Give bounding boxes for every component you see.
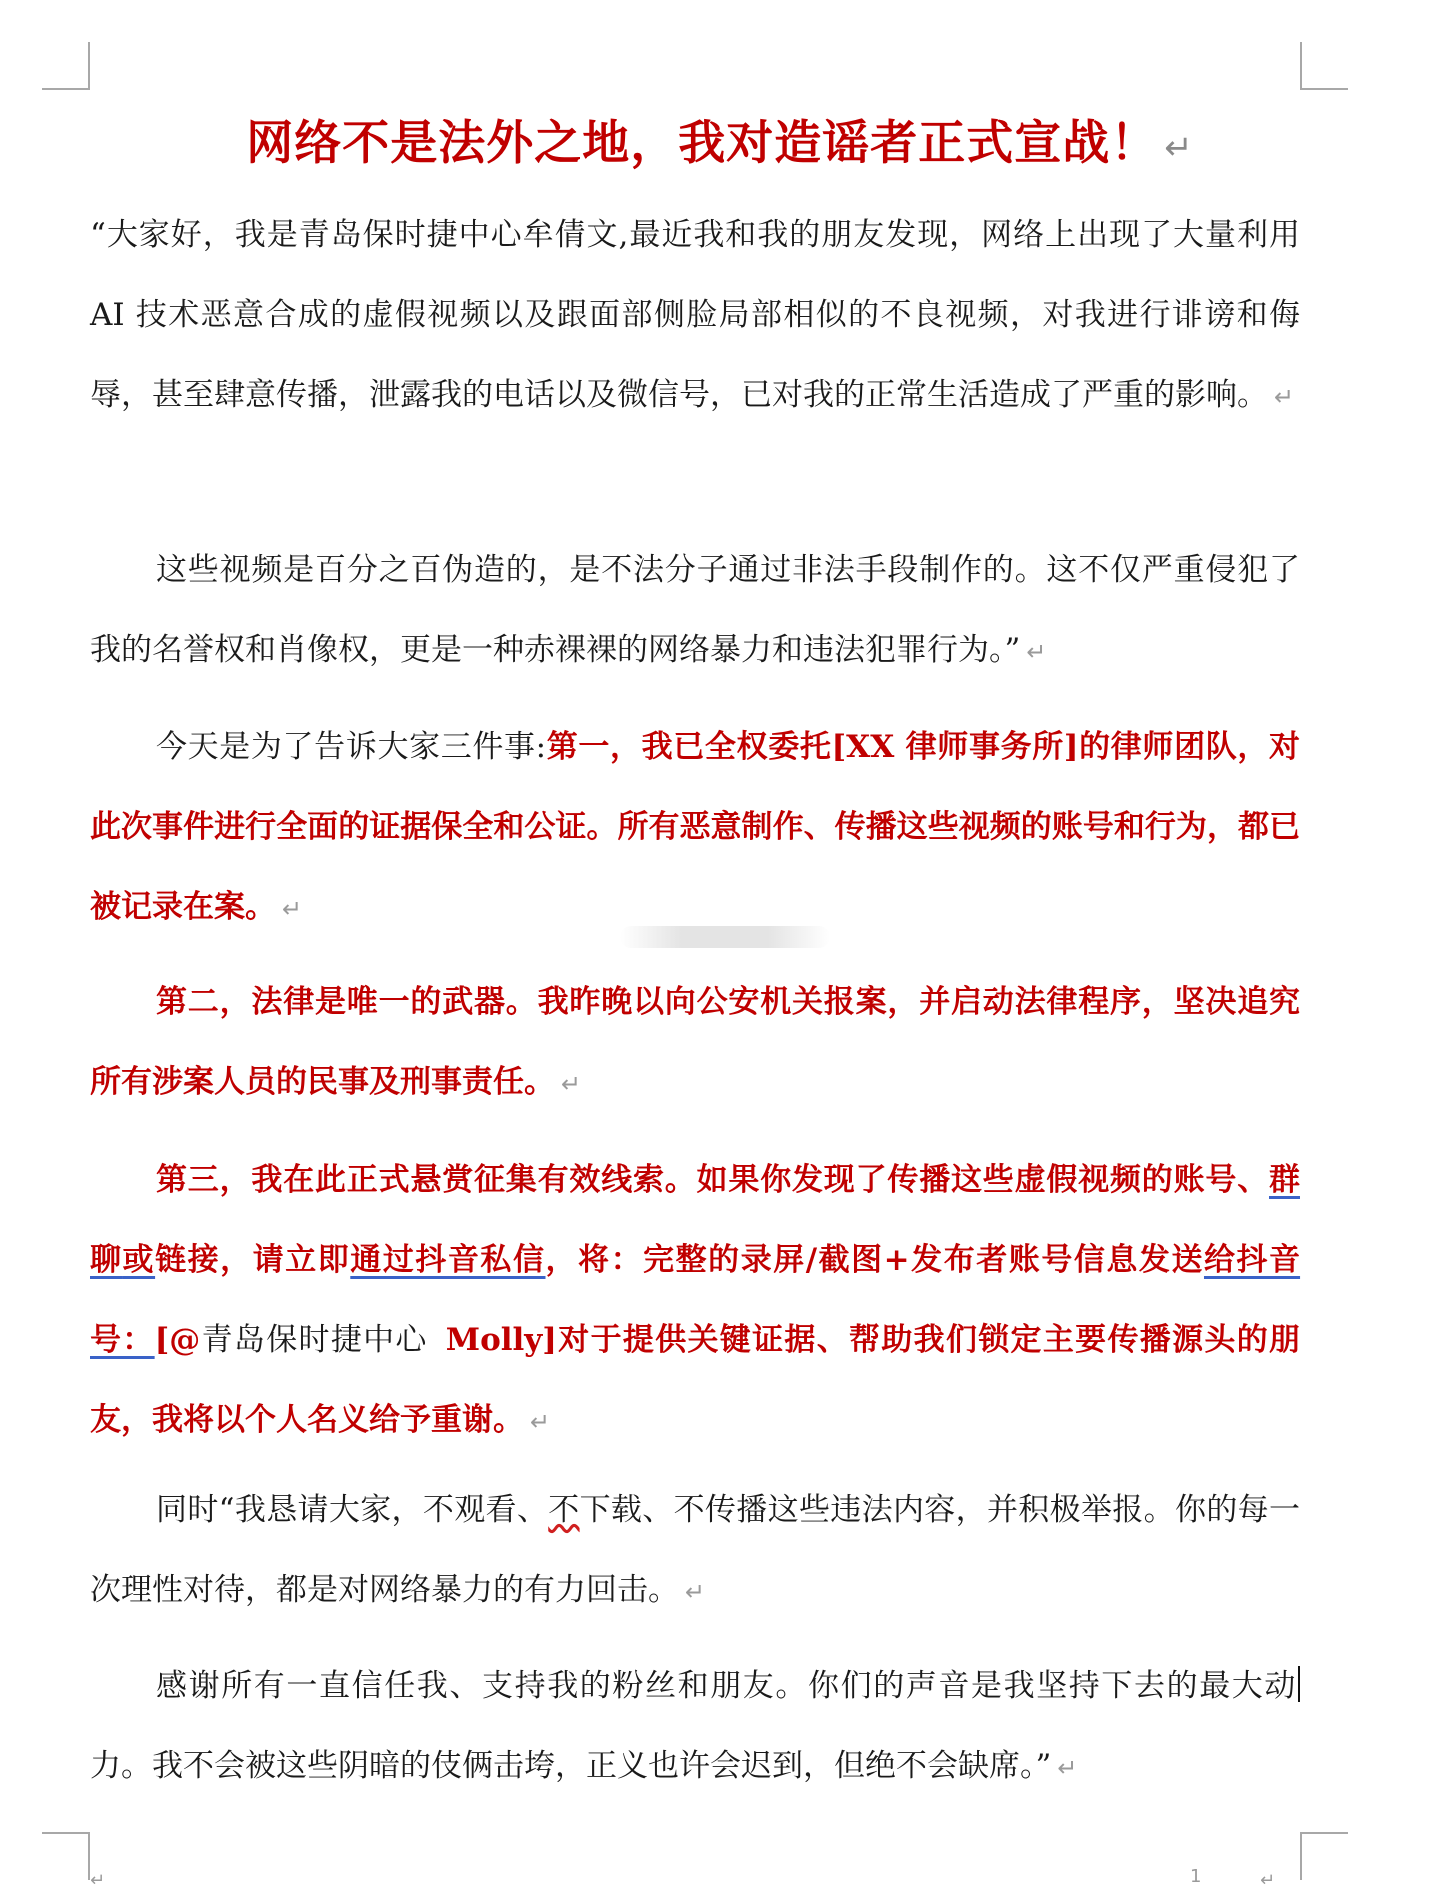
paragraph-mark-icon: ↵ [685, 1578, 706, 1606]
paragraph-7[interactable] [90, 1646, 1300, 1808]
paragraph-4-text: 第二，法律是唯一的武器。我昨晚以向公安机关报案，并启动法律程序，坚决追究所有涉案人员的民事及刑事责任。 [90, 984, 1300, 1100]
paragraph-6-text-c: 下载、不传播这些违法内容，并积极举报。你的每一次理性对待，都是对网络暴力的有力回击。 [90, 1492, 1300, 1608]
paragraph-mark-icon: ↵ [1057, 1754, 1078, 1782]
paragraph-6-text-a: 同时“我恳请大家，不观看、 [156, 1492, 549, 1528]
margin-corner-top-left [42, 42, 90, 90]
underlined-or: 或 [122, 1242, 156, 1278]
paragraph-mark-icon: ↵ [1274, 383, 1295, 411]
paragraph-5-text-d: 链接，请立即 [155, 1242, 351, 1278]
text-cursor [1298, 1666, 1300, 1702]
paragraph-6[interactable] [90, 1470, 1300, 1632]
title-text: 网络不是法外之地，我对造谣者正式宣战！ [246, 116, 1159, 171]
paragraph-mark-icon: ↵ [530, 1408, 551, 1436]
paragraph-mark-icon: ↵ [282, 895, 303, 923]
paragraph-mark-icon: ↵ [1026, 638, 1047, 666]
paragraph-2-text: 这些视频是百分之百伪造的，是不法分子通过非法手段制作的。这不仅严重侵犯了我的名誉权和肖像权，更是一种赤裸裸的网络暴力和违法犯罪行为。” [90, 552, 1300, 668]
margin-corner-bottom-right [1300, 1832, 1348, 1880]
paragraph-7-text-a: 感谢所有一直信任我、支持我的粉丝和朋友。你们的声音是我坚持下去的最大动 [156, 1668, 1297, 1704]
margin-corner-top-right [1300, 42, 1348, 90]
paragraph-5-text-j: Molly]对于提供关键证据、帮助我们锁定主要传播源头的朋友，我将以个人名义给予重谢。 [90, 1322, 1301, 1438]
handle-center-name: 青岛保时捷中心 [200, 1322, 428, 1358]
paragraph-4[interactable] [90, 962, 1300, 1124]
paragraph-mark-icon: ↵ [1164, 128, 1194, 168]
paragraph-3-intro: 今天是为了告诉大家三件事: [156, 729, 547, 765]
document-title[interactable] [0, 112, 1440, 180]
paragraph-2[interactable] [90, 530, 1300, 692]
paragraph-mark-icon: ↵ [561, 1070, 582, 1098]
paragraph-5-text-a: 第三，我在此正式悬赏征集有效线索。如果你发现了传播这些虚假视频的账号、 [156, 1162, 1269, 1198]
footer-paragraph-mark-icon: ↵ [90, 1870, 106, 1891]
handle-bracket: [@ [154, 1322, 201, 1358]
margin-corner-bottom-left [42, 1832, 90, 1880]
underlined-douyin-id: 给抖音号： [90, 1242, 1301, 1358]
page-number: 1 [1190, 1866, 1202, 1887]
paragraph-1-text: “大家好，我是青岛保时捷中心牟倩文,最近我和我的朋友发现，网络上出现了大量利用 AI 技术恶意合成的虚假视频以及跟面部侧脸局部相似的不良视频，对我进行诽谤和侮辱，甚至肆意传播，泄露我的电话以及微信号，已对我的正常生活造成了严重的影响。 [90, 217, 1300, 413]
paragraph-5-text-f: ，将：完整的录屏/截图+发布者账号信息发送 [545, 1242, 1204, 1278]
paragraph-3[interactable] [90, 707, 1300, 949]
paragraph-7-text-b: 力。我不会被这些阴暗的伎俩击垮，正义也许会迟到，但绝不会缺席。” [90, 1748, 1052, 1784]
paragraph-3-first-point: 第一，我已全权委托[XX 律师事务所]的律师团队，对此次事件进行全面的证据保全和公证。所有恶意制作、传播这些视频的账号和行为，都已被记录在案。 [90, 729, 1300, 925]
paragraph-1[interactable] [90, 195, 1300, 437]
spellcheck-flagged-word: 不 [548, 1492, 580, 1528]
paragraph-5[interactable] [90, 1140, 1300, 1462]
faded-watermark [620, 926, 830, 948]
footer-paragraph-mark-right-icon: ↵ [1260, 1870, 1276, 1891]
underlined-douyin-dm: 通过抖音私信 [350, 1242, 546, 1278]
underlined-group-chat: 群聊 [90, 1162, 1300, 1278]
